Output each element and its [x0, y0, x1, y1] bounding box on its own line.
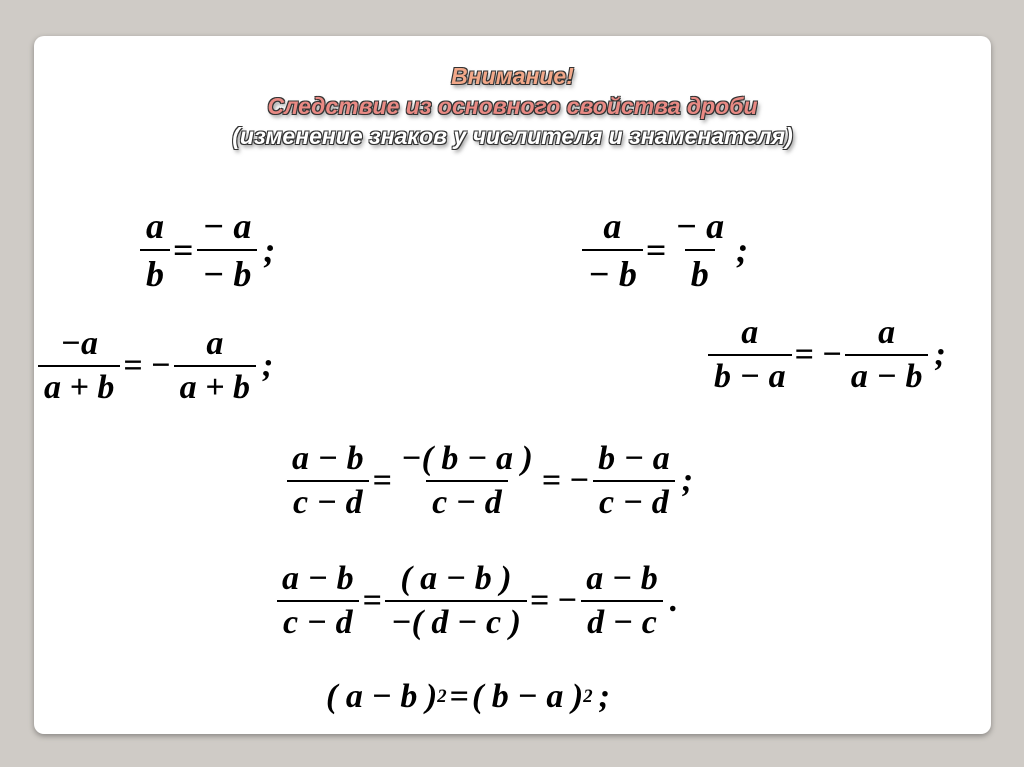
fraction [395, 438, 539, 524]
formula-6 [276, 558, 678, 644]
denominator: a − b [845, 354, 929, 398]
title-attention: Внимание! [451, 63, 574, 89]
slide [34, 36, 991, 734]
numerator: a − b [586, 560, 658, 597]
formula-4 [708, 312, 946, 398]
equals-minus-sign: = − [541, 462, 590, 499]
left-expression: ( a − b ) [326, 678, 438, 715]
denominator: b − a [708, 354, 792, 398]
denominator: d − c [581, 600, 663, 644]
denominator: −( d − c ) [385, 600, 527, 644]
fraction [669, 203, 730, 297]
fraction [140, 203, 170, 297]
numerator: −a [60, 325, 98, 362]
right-expression: ( b − a ) [471, 678, 584, 715]
semicolon: ; [598, 678, 610, 715]
equals-minus-sign: = − [794, 336, 842, 373]
fraction [174, 323, 256, 409]
numerator: a [146, 206, 164, 246]
numerator: −( b − a ) [400, 440, 533, 477]
denominator: c − d [426, 480, 508, 524]
title-main: Следствие из основного свойства дроби [267, 93, 758, 119]
denominator: b [140, 249, 170, 297]
numerator: a − b [282, 560, 354, 597]
formula-7 [326, 676, 610, 718]
numerator: − a [202, 206, 252, 246]
numerator: a − b [292, 440, 364, 477]
exponent: 2 [437, 686, 447, 707]
formula-2 [582, 203, 748, 297]
formula-3 [38, 323, 273, 409]
fraction [708, 312, 792, 398]
semicolon: ; [681, 462, 694, 499]
semicolon: ; [934, 336, 946, 373]
denominator: − b [582, 249, 643, 297]
numerator: − a [675, 206, 725, 246]
denominator: c − d [593, 480, 675, 524]
denominator: − b [197, 249, 258, 297]
equals-sign: = [372, 462, 392, 499]
fraction [592, 438, 676, 524]
fraction [845, 312, 929, 398]
numerator: a [741, 314, 759, 351]
numerator: a [603, 206, 622, 246]
period: . [669, 582, 679, 619]
equals-minus-sign: = − [123, 347, 171, 384]
equals-sign: = [173, 230, 194, 270]
semicolon: ; [263, 230, 276, 270]
numerator: a [878, 314, 896, 351]
semicolon: ; [262, 347, 274, 384]
equals-sign: = [449, 678, 469, 715]
slide-title [34, 61, 991, 151]
formula-5 [286, 438, 693, 524]
formula-1 [140, 203, 275, 297]
fraction [276, 558, 360, 644]
denominator: c − d [287, 480, 369, 524]
denominator: a + b [38, 365, 120, 409]
fraction [385, 558, 527, 644]
equals-sign: = [645, 230, 667, 270]
denominator: a + b [174, 365, 256, 409]
equals-minus-sign: = − [529, 582, 578, 619]
exponent: 2 [583, 686, 593, 707]
fraction [38, 323, 120, 409]
fraction [582, 203, 643, 297]
denominator: c − d [277, 600, 359, 644]
title-subtitle: (изменение знаков у числителя и знаменателя) [232, 123, 793, 149]
fraction [286, 438, 370, 524]
denominator: b [685, 249, 715, 297]
numerator: a [206, 325, 224, 362]
fraction [580, 558, 664, 644]
numerator: ( a − b ) [400, 560, 512, 597]
numerator: b − a [598, 440, 670, 477]
fraction [197, 203, 258, 297]
semicolon: ; [736, 230, 749, 270]
equals-sign: = [362, 582, 382, 619]
